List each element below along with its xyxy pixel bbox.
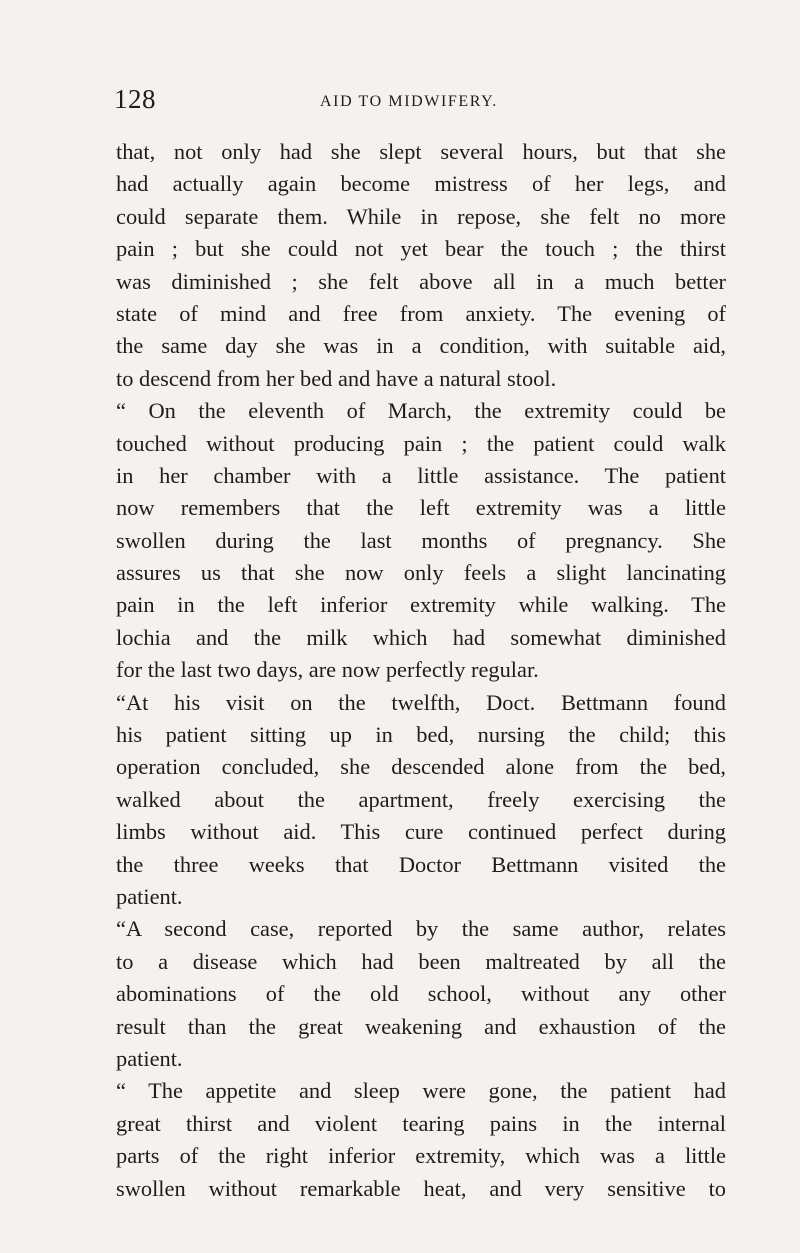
text-line: walked about the apartment, freely exercising the (116, 786, 726, 812)
text-line: result than the great weakening and exhaustion of the (116, 1013, 726, 1039)
text-line: now remembers that the left extremity was a little (116, 495, 726, 521)
text-line: patient. (116, 883, 183, 909)
text-line: swollen without remarkable heat, and very sensitive to (116, 1175, 726, 1201)
text-line: swollen during the last months of pregnancy. She (116, 527, 726, 553)
text-line: had actually again become mistress of her legs, and (116, 171, 726, 197)
text-line: the same day she was in a condition, with suitable aid, (116, 333, 726, 359)
text-line: pain ; but she could not yet bear the touch ; the thirst (116, 236, 726, 262)
text-line: “ The appetite and sleep were gone, the patient had (116, 1078, 726, 1104)
text-line: the three weeks that Doctor Bettmann visited the (116, 851, 726, 877)
text-line: his patient sitting up in bed, nursing the child; this (116, 722, 726, 748)
text-line: patient. (116, 1045, 183, 1071)
text-line: operation concluded, she descended alone from the bed, (116, 754, 726, 780)
page-number: 128 (114, 84, 156, 114)
text-line: “At his visit on the twelfth, Doct. Bettmann found (116, 689, 726, 715)
text-line: pain in the left inferior extremity while walking. The (116, 592, 726, 618)
text-line: assures us that she now only feels a slight lancinating (116, 560, 726, 586)
text-line: was diminished ; she felt above all in a much better (116, 268, 726, 294)
text-line: abominations of the old school, without any other (116, 981, 726, 1007)
body-text (116, 136, 726, 1205)
running-title: AID TO MIDWIFERY. (320, 93, 498, 110)
text-line: in her chamber with a little assistance. The patient (116, 462, 726, 488)
text-line: parts of the right inferior extremity, which was a little (116, 1143, 726, 1169)
text-line: could separate them. While in repose, she felt no more (116, 203, 726, 229)
text-line: to descend from her bed and have a natural stool. (116, 365, 557, 391)
text-line: limbs without aid. This cure continued perfect during (116, 819, 726, 845)
text-line: “A second case, reported by the same author, relates (116, 916, 726, 942)
text-line: that, not only had she slept several hours, but that she (116, 139, 726, 164)
text-line: to a disease which had been maltreated by all the (116, 948, 726, 974)
text-line: great thirst and violent tearing pains in the internal (116, 1110, 726, 1136)
text-line: touched without producing pain ; the patient could walk (116, 430, 726, 456)
text-line: lochia and the milk which had somewhat diminished (116, 624, 726, 650)
text-line: for the last two days, are now perfectly regular. (116, 657, 539, 683)
text-line: state of mind and free from anxiety. The evening of (116, 300, 726, 326)
text-line: “ On the eleventh of March, the extremity could be (116, 398, 726, 424)
